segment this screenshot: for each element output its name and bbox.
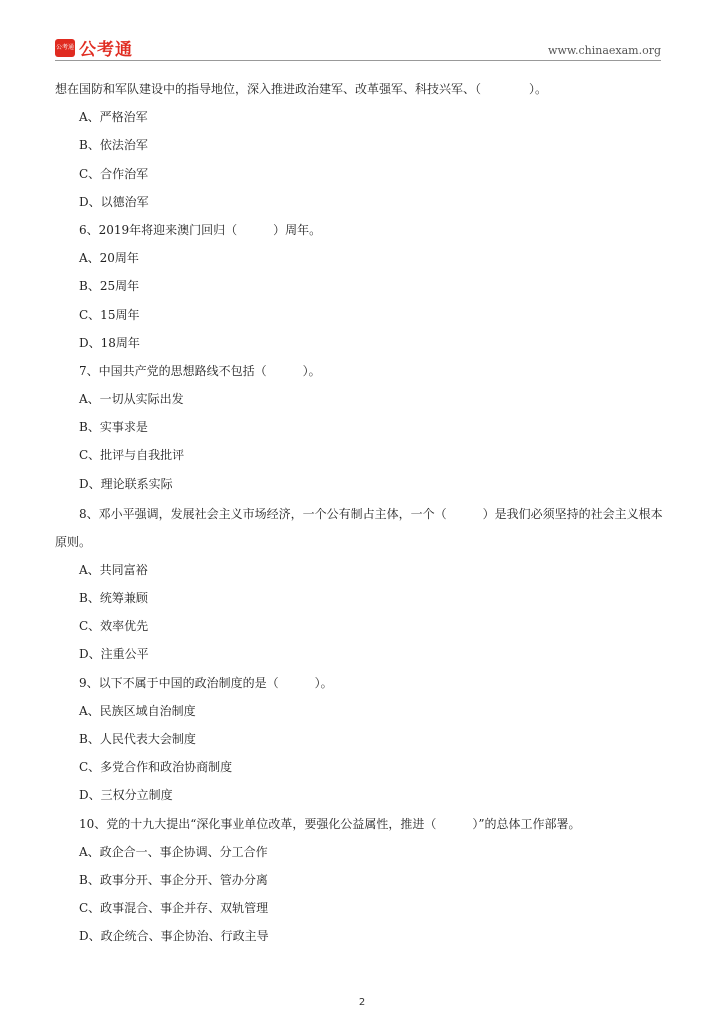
logo-text: 公考通	[79, 40, 133, 60]
q9-option-d: D、三权分立制度	[79, 788, 173, 803]
q7-option-b: B、实事求是	[79, 420, 148, 435]
q10-option-d: D、政企统合、事企协治、行政主导	[79, 929, 269, 944]
q9-option-b: B、人民代表大会制度	[79, 731, 196, 746]
q10-option-c: C、政事混合、事企并存、双轨管理	[79, 901, 269, 916]
site-url: www.chinaexam.org	[548, 44, 661, 57]
q5-option-c: C、合作治军	[79, 166, 149, 181]
q7-option-a: A、一切从实际出发	[79, 392, 184, 407]
q10-option-b: B、政事分开、事企分开、管办分离	[79, 872, 268, 887]
logo-mark-icon: 公考通	[55, 39, 75, 57]
q9-option-c: C、多党合作和政治协商制度	[79, 760, 233, 775]
q7-option-d: D、理论联系实际	[79, 476, 173, 491]
q5-option-d: D、以德治军	[79, 194, 149, 209]
q6-option-a: A、20周年	[79, 251, 139, 266]
q6-option-c: C、15周年	[79, 307, 140, 322]
q8-option-c: C、效率优先	[79, 619, 149, 634]
document-body	[55, 77, 670, 952]
question-intro-text: 想在国防和军队建设中的指导地位，深入推进政治建军、改革强军、科技兴军、（ ）。	[55, 82, 548, 96]
page-header	[0, 0, 724, 60]
header-divider	[55, 60, 661, 61]
question-10: 10、党的十九大提出“深化事业单位改革，要强化公益属性，推进（ ）”的总体工作部署。	[79, 816, 581, 831]
q6-option-b: B、25周年	[79, 279, 140, 294]
q5-option-b: B、依法治军	[79, 138, 148, 153]
question-8: 8、邓小平强调，发展社会主义市场经济，一个公有制占主体，一个（ ）是我们必须坚持的社会主义根本原则。	[55, 506, 663, 549]
q8-option-d: D、注重公平	[79, 647, 149, 662]
question-6: 6、2019年将迎来澳门回归（ ）周年。	[79, 222, 322, 237]
q6-option-d: D、18周年	[79, 335, 140, 350]
q9-option-a: A、民族区域自治制度	[79, 703, 196, 718]
page-number: 2	[358, 997, 366, 1008]
q8-option-b: B、统筹兼顾	[79, 591, 148, 605]
q5-option-a: A、严格治军	[79, 110, 148, 125]
q10-option-a: A、政企合一、事企协调、分工合作	[79, 844, 268, 859]
q7-option-c: C、批评与自我批评	[79, 448, 185, 463]
logo	[55, 35, 133, 60]
question-9: 9、以下不属于中国的政治制度的是（ ）。	[79, 675, 333, 690]
question-7: 7、中国共产党的思想路线不包括（ ）。	[79, 363, 321, 378]
q8-option-a: A、共同富裕	[79, 562, 148, 577]
